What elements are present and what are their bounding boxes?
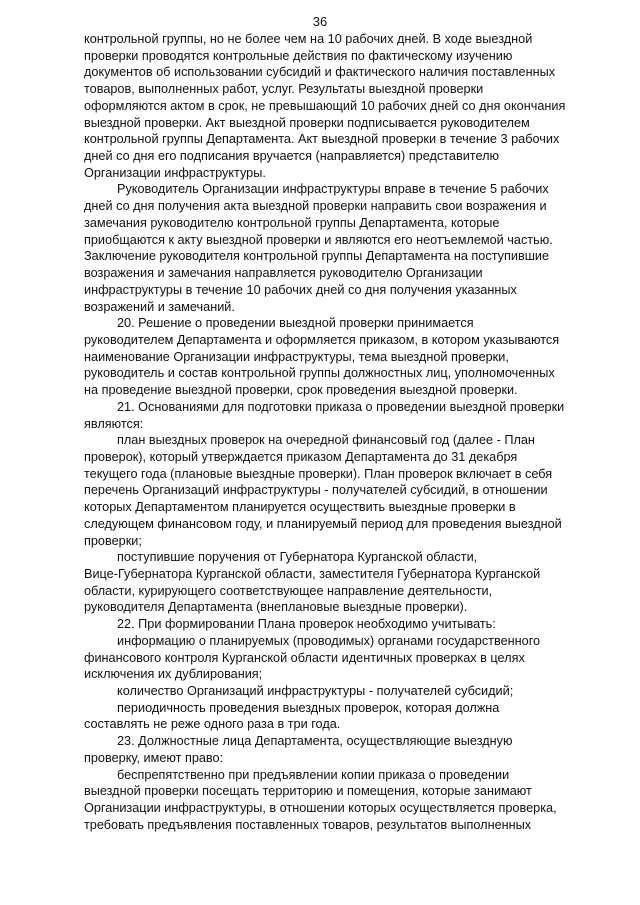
paragraph-clause-23: 23. Должностные лица Департамента, осуществляющие выездную проверку, имеют право: xyxy=(84,734,513,765)
paragraph-objections: Руководитель Организации инфраструктуры вправе в течение 5 рабочих дней со дня получения акта выездной проверки направить свои возражения и замечания руководителю контрольной группы Департамента, которые приобщаются к акту выездной проверки и являются его неотъемлемой частью. Заключение руководителя контрольной группы Департамента на поступившие возражения и замечания направляется руководителю Организации инфраструктуры в течение 10 рабочих дней со дня получения указанных возражений и замечаний. xyxy=(84,182,553,314)
paragraph-clause-21: 21. Основаниями для подготовки приказа о проведении выездной проверки являются: xyxy=(84,399,565,431)
paragraph-act-of-inspection: контрольной группы, но не более чем на 10 рабочих дней. В ходе выездной проверки проводятся контрольные действия по фактическому изучению документов об использовании субсидий и фактического наличия поставленных товаров, выполненных работ, услуг. Результаты выездной проверки оформляются актом в срок, не превышающий 10 рабочих дней со дня окончания выездной проверки. Акт выездной проверки подписывается руководителем контрольной группы Департамента. Акт выездной проверки в течение 3 рабочих дней со дня его подписания вручается (направляется) представителю Организации инфраструктуры. xyxy=(84,32,566,180)
paragraph-inspection-plan: план выездных проверок на очередной финансовый год (далее - План проверок), который утверждается приказом Департамента до 31 декабря текущего года (плановые выездные проверки). План проверок включает в себя перечень Организаций инфраструктуры - получателей субсидий, в отношении которых Департаментом планируется осуществить выездные проверки в следующем финансовом году, и планируемый период для проведения выездной проверки; xyxy=(84,433,562,548)
paragraph-planned-inspections-info: информацию о планируемых (проводимых) органами государственного финансового контроля Курганской области идентичных проверках в целях исключения их дублирования; xyxy=(84,633,541,682)
document-body xyxy=(84,31,605,834)
page-number: 36 xyxy=(312,14,328,29)
paragraph-clause-22: 22. При формировании Плана проверок необходимо учитывать: xyxy=(117,617,496,632)
paragraph-instructions: поступившие поручения от Губернатора Курганской области, Вице-Губернатора Курганской области, заместителя Губернатора Курганской области, курирующего соответствующее направление деятельности, руководителя Департамента (внеплановые выездные проверки). xyxy=(84,550,541,615)
paragraph-clause-20: 20. Решение о проведении выездной проверки принимается руководителем Департамента и оформляется приказом, в котором указываются наименование Организации инфраструктуры, тема выездной проверки, руководитель и состав контрольной группы должностных лиц, уполномоченных на проведение выездной проверки, срок проведения выездной проверки. xyxy=(84,316,560,398)
paragraph-access-rights: беспрепятственно при предъявлении копии приказа о проведении выездной проверки посещать территорию и помещения, которые занимают Организации инфраструктуры, в отношении которых осуществляется проверка, требовать предъявления поставленных товаров, результатов выполненных xyxy=(84,767,557,832)
paragraph-number-of-organizations: количество Организаций инфраструктуры - получателей субсидий; xyxy=(117,684,514,699)
paragraph-periodicity: периодичность проведения выездных проверок, которая должна составлять не реже одного раза в три года. xyxy=(84,700,500,732)
